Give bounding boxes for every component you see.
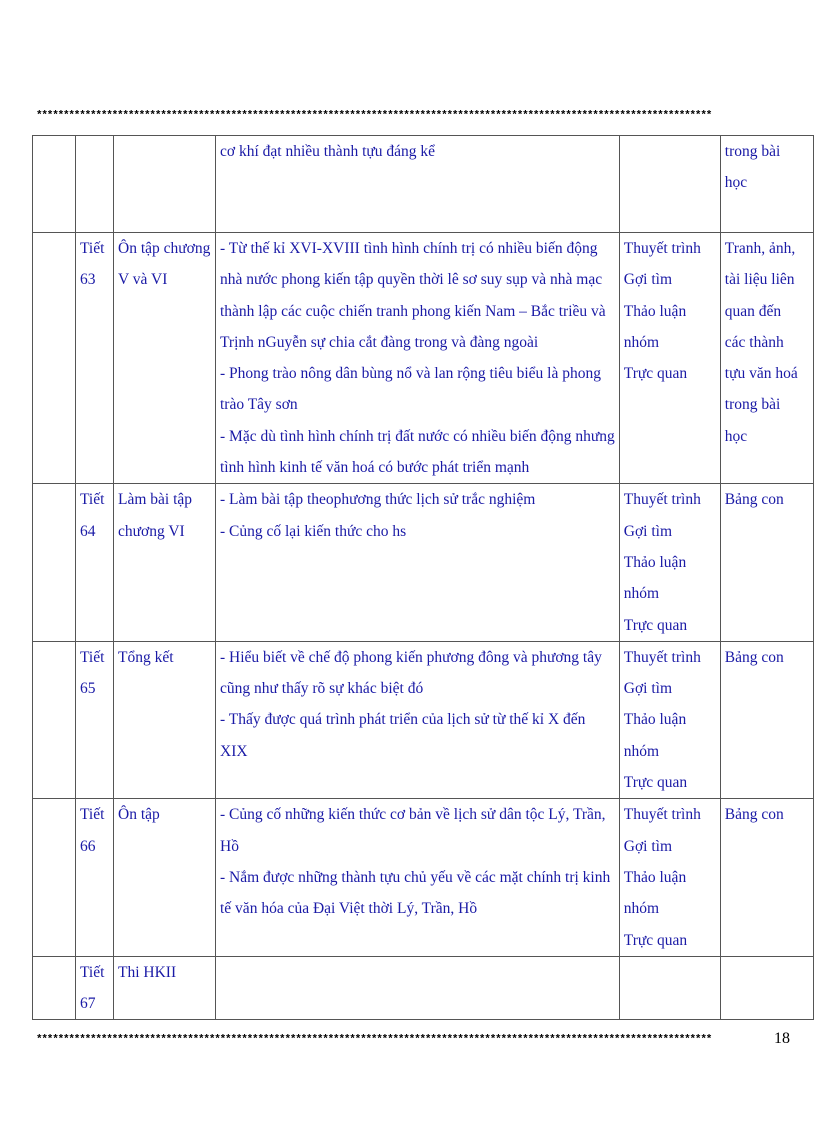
text-line: Ôn tập: [118, 806, 160, 824]
text-line: thành lập các cuộc chiến tranh phong kiến Nam – Bắc triều và: [220, 302, 606, 320]
text-line: Gợi tìm: [623, 680, 673, 698]
lesson-number-cell: [76, 641, 114, 798]
lesson-title-cell: [114, 136, 216, 233]
text-line: tựu văn hoá: [724, 365, 798, 383]
text-line: 65: [80, 680, 96, 698]
text-line: tế văn hóa của Đại Việt thời Lý, Trần, Hồ: [220, 900, 478, 918]
table-row: [33, 641, 814, 798]
text-line: Thảo luận: [623, 711, 687, 729]
lesson-number-cell: [76, 484, 114, 641]
blank-cell: [33, 641, 76, 798]
content-cell: [216, 233, 620, 484]
lesson-number-cell: [76, 233, 114, 484]
text-line: tình hình kinh tế văn hoá có bước phát triển mạnh: [220, 459, 530, 477]
lesson-number-cell: [76, 136, 114, 233]
text-line: Tranh, ảnh,: [724, 240, 796, 257]
header-star-border: *****************************************************************************************************************************: [36, 110, 712, 122]
text-line: Trực quan: [623, 365, 688, 383]
text-line: trong bài: [724, 143, 781, 160]
text-line: nhóm: [623, 585, 660, 603]
materials-cell: [720, 641, 813, 798]
text-line: - Củng cố lại kiến thức cho hs: [220, 522, 407, 540]
text-line: cũng như thấy rõ sự khác biệt đó: [220, 680, 424, 698]
text-line: - Hiểu biết về chế độ phong kiến phương đông và phương tây: [220, 648, 602, 666]
text-line: Trực quan: [623, 931, 688, 949]
text-line: - Từ thế kỉ XVI-XVIII tình hình chính trị có nhiều biến động: [220, 240, 598, 257]
text-line: 63: [80, 271, 96, 289]
text-line: Tiết: [80, 806, 105, 824]
text-line: Tiết: [80, 963, 105, 981]
text-line: 64: [80, 522, 96, 540]
text-line: học: [724, 427, 748, 445]
content-cell: [216, 136, 620, 233]
text-line: Bảng con: [724, 648, 784, 666]
content-cell: [216, 641, 620, 798]
text-line: - Củng cố những kiến thức cơ bản về lịch sử dân tộc Lý, Trần,: [220, 806, 606, 824]
text-line: Bảng con: [724, 806, 784, 824]
text-line: Ôn tập chương: [118, 240, 211, 257]
text-line: Gợi tìm: [623, 522, 673, 540]
text-line: - Làm bài tập theophương thức lịch sử trắc nghiệm: [220, 491, 536, 509]
text-line: Trịnh nGuyễn sự chia cắt đàng trong và đàng ngoài: [220, 333, 539, 351]
methods-cell: [619, 956, 720, 1020]
lesson-title-cell: [114, 799, 216, 956]
text-line: quan đến: [724, 302, 782, 320]
table-row: [33, 956, 814, 1020]
materials-cell: [720, 956, 813, 1020]
materials-cell: [720, 484, 813, 641]
lesson-plan-table: [32, 135, 814, 1020]
text-line: - Phong trào nông dân bùng nổ và lan rộng tiêu biểu là phong: [220, 365, 601, 383]
text-line: Thảo luận: [623, 302, 687, 320]
table-row: [33, 233, 814, 484]
text-line: Gợi tìm: [623, 271, 673, 289]
text-line: - Mặc dù tình hình chính trị đất nước có nhiều biến động nhưng: [220, 427, 615, 445]
text-line: Thi HKII: [118, 963, 177, 981]
blank-cell: [33, 956, 76, 1020]
text-line: các thành: [724, 333, 784, 351]
methods-cell: [619, 484, 720, 641]
footer-star-border: *****************************************************************************************************************************: [36, 1034, 712, 1046]
materials-cell: [720, 233, 813, 484]
text-line: Bảng con: [724, 491, 784, 509]
table-row: [33, 484, 814, 641]
text-line: cơ khí đạt nhiều thành tựu đáng kể: [220, 143, 436, 160]
text-line: trong bài: [724, 396, 781, 414]
content-cell: [216, 799, 620, 956]
text-line: 66: [80, 837, 96, 855]
methods-cell: [619, 799, 720, 956]
text-line: 67: [80, 995, 96, 1013]
lesson-title-cell: [114, 641, 216, 798]
text-line: V và VI: [118, 271, 168, 289]
materials-cell: [720, 136, 813, 233]
content-cell: [216, 484, 620, 641]
text-line: Gợi tìm: [623, 837, 673, 855]
blank-cell: [33, 233, 76, 484]
methods-cell: [619, 641, 720, 798]
lesson-number-cell: [76, 799, 114, 956]
table-row: [33, 136, 814, 233]
lesson-title-cell: [114, 956, 216, 1020]
text-line: Tiết: [80, 240, 105, 257]
text-line: chương VI: [118, 522, 185, 540]
text-line: Tổng kết: [118, 648, 174, 666]
text-line: Thuyết trình: [623, 491, 701, 509]
text-line: Làm bài tập: [118, 491, 193, 509]
blank-cell: [33, 484, 76, 641]
lesson-number-cell: [76, 956, 114, 1020]
methods-cell: [619, 233, 720, 484]
text-line: - Thấy được quá trình phát triển của lịch sử từ thế kỉ X đến: [220, 711, 586, 729]
text-line: học: [724, 174, 748, 192]
content-cell: [216, 956, 620, 1020]
text-line: - Nắm được những thành tựu chủ yếu về các mặt chính trị kinh: [220, 868, 611, 886]
text-line: XIX: [220, 742, 248, 760]
lesson-title-cell: [114, 233, 216, 484]
text-line: Trực quan: [623, 616, 688, 634]
text-line: Trực quan: [623, 774, 688, 792]
text-line: tài liệu liên: [724, 271, 795, 289]
lesson-title-cell: [114, 484, 216, 641]
methods-cell: [619, 136, 720, 233]
text-line: nhóm: [623, 900, 660, 918]
blank-cell: [33, 136, 76, 233]
text-line: nhóm: [623, 742, 660, 760]
text-line: Thuyết trình: [623, 648, 701, 666]
text-line: Thuyết trình: [623, 806, 701, 824]
table-row: [33, 799, 814, 956]
text-line: Tiết: [80, 491, 105, 509]
text-line: Tiết: [80, 648, 105, 666]
text-line: Hồ: [220, 837, 239, 855]
text-line: trào Tây sơn: [220, 396, 298, 414]
text-line: Thảo luận: [623, 553, 687, 571]
text-line: Thuyết trình: [623, 240, 701, 257]
text-line: nhóm: [623, 333, 660, 351]
materials-cell: [720, 799, 813, 956]
page-number: 18: [774, 1030, 790, 1047]
blank-cell: [33, 799, 76, 956]
text-line: nhà nước phong kiến tập quyền thời lê sơ suy sụp và nhà mạc: [220, 271, 603, 289]
text-line: Thảo luận: [623, 868, 687, 886]
